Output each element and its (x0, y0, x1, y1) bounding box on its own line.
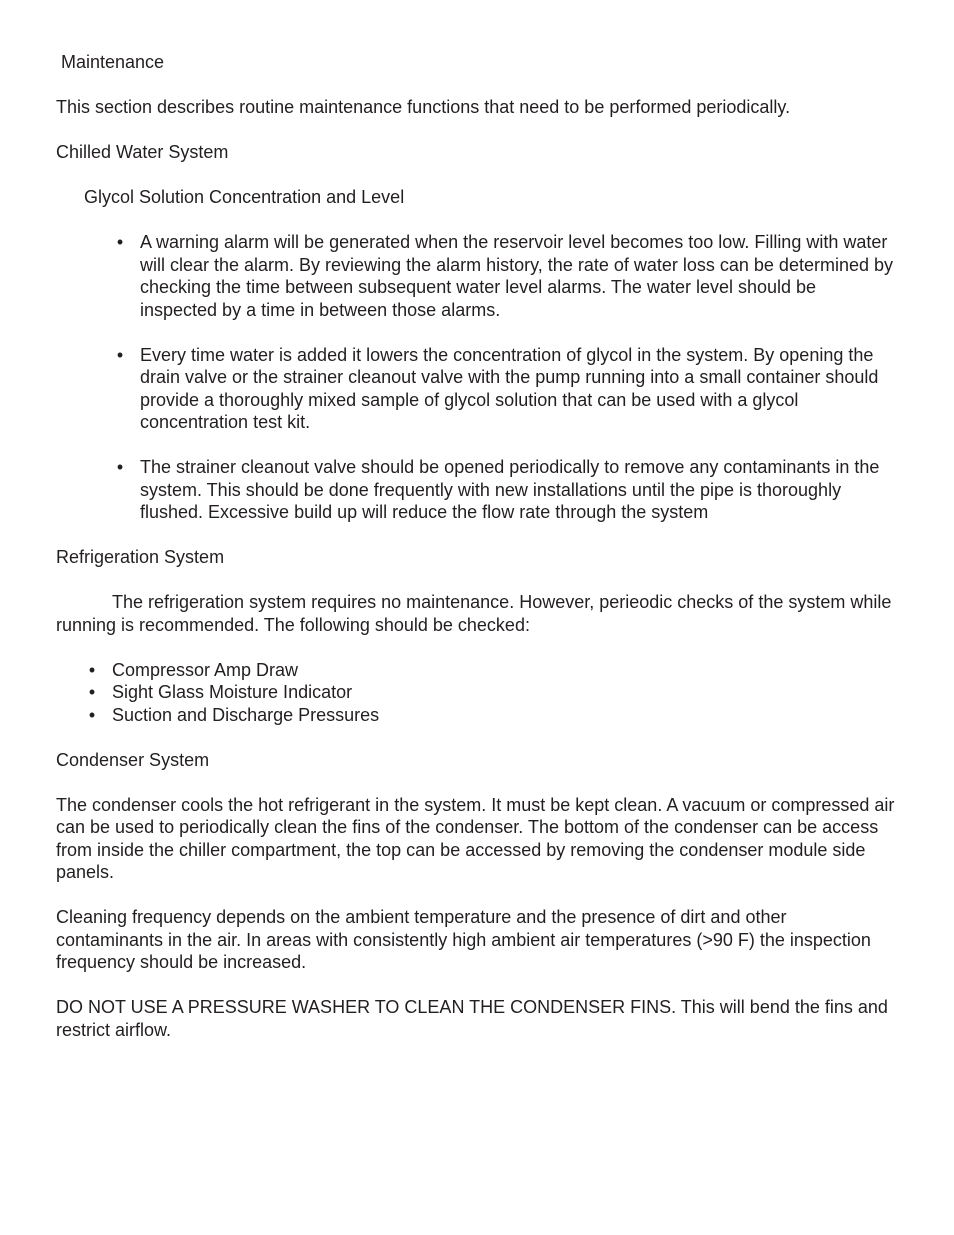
glycol-subheading: Glycol Solution Concentration and Level (84, 187, 405, 207)
chilled-water-heading: Chilled Water System (56, 142, 229, 162)
intro-paragraph: This section describes routine maintenance functions that need to be performed periodically. (56, 97, 791, 117)
bullet-marker: • (116, 344, 124, 365)
list-item-text: A warning alarm will be generated when the reservoir level becomes too low. Filling with water will clear the alarm. By reviewing the alarm history, the rate of water loss can be determined by checking the time between subsequent water level alarms. The water level should be inspected by a time in between those alarms. (140, 232, 893, 320)
refrigeration-paragraph: The refrigeration system requires no maintenance. However, perieodic checks of the system while running is recommended. The following should be checked: (56, 592, 892, 635)
list-item-text: The strainer cleanout valve should be opened periodically to remove any contaminants in the system. This should be done frequently with new installations until the pipe is thoroughly flushed. Excessive build up will reduce the flow rate through the system (140, 457, 880, 522)
list-item (88, 681, 898, 704)
list-item-text: Suction and Discharge Pressures (112, 704, 380, 725)
list-item-text: Compressor Amp Draw (112, 659, 299, 680)
condenser-paragraph-frequency: Cleaning frequency depends on the ambient temperature and the presence of dirt and other contaminants in the air. In areas with consistently high ambient air temperatures (>90 F) the inspection frequency should be increased. (56, 907, 871, 972)
list-item (116, 456, 898, 524)
list-item-text: Sight Glass Moisture Indicator (112, 682, 353, 702)
glycol-bullet-list (56, 231, 898, 524)
page-title: Maintenance (61, 52, 165, 72)
list-item (116, 231, 898, 321)
bullet-marker: • (116, 457, 124, 477)
refrigeration-check-list (56, 659, 898, 727)
list-item-text: Every time water is added it lowers the concentration of glycol in the system. By opening the drain valve or the strainer cleanout valve with the pump running into a small container should provide a thoroughly mixed sample of glycol solution that can be used with a glycol concentration test kit. (140, 344, 879, 432)
condenser-paragraph-cleaning: The condenser cools the hot refrigerant in the system. It must be kept clean. A vacuum or compressed air can be used to periodically clean the fins of the condenser. The bottom of the condenser can be access from inside the chiller compartment, the top can be accessed by removing the condenser module side panels. (56, 794, 895, 882)
bullet-marker: • (116, 232, 124, 252)
bullet-marker: • (88, 659, 96, 680)
bullet-marker: • (88, 682, 96, 702)
condenser-warning: DO NOT USE A PRESSURE WASHER TO CLEAN THE CONDENSER FINS. This will bend the fins and restrict airflow. (56, 997, 888, 1040)
list-item (88, 704, 898, 727)
condenser-heading: Condenser System (56, 749, 210, 770)
list-item (88, 659, 898, 682)
refrigeration-heading: Refrigeration System (56, 547, 225, 567)
list-item (116, 344, 898, 434)
bullet-marker: • (88, 704, 96, 725)
